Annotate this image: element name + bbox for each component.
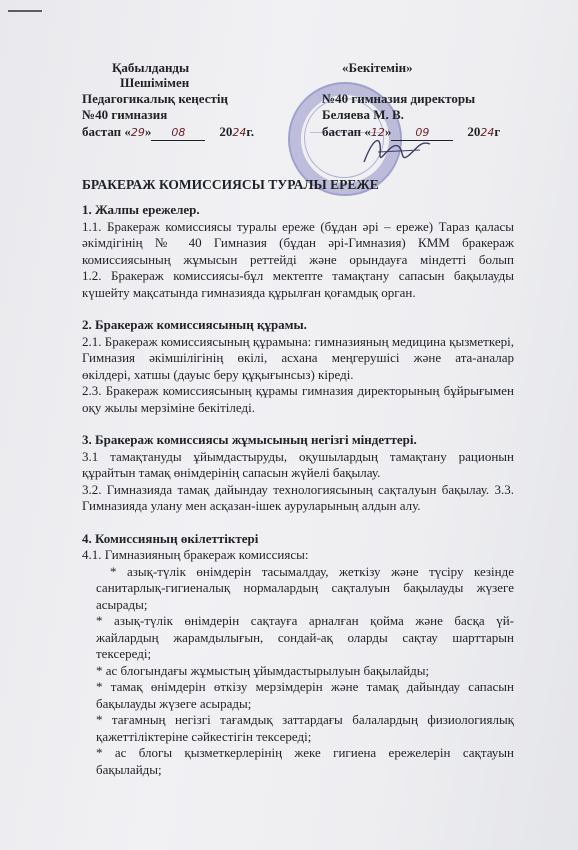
section-2-line: өкілдері, хатшы (дауыс беру құқығынсыз) кіреді. [82, 366, 354, 382]
section-4-intro: 4.1. Гимназияның бракераж комиссиясы: [82, 547, 309, 562]
section-4-line: санитарлық-гигиеналық нормалардың сақталуын бақылауды жүзеге [96, 580, 514, 595]
right-date: бастап «12» 09 2024г [322, 124, 501, 139]
corner-mark [8, 10, 42, 12]
document-body [82, 202, 514, 778]
section-4-line: тексереді; [96, 646, 152, 661]
section-4-heading: 4. Комиссияның өкілеттіктері [82, 530, 259, 546]
left-date: бастап «29» 08 2024г. [82, 124, 255, 139]
approval-header [0, 60, 578, 160]
section-4-line: * тамақ өнімдерін өткізу мерзімдерін және тамақ дайындау сапасын [96, 679, 514, 694]
section-1-heading: 1. Жалпы ережелер. [82, 202, 200, 217]
section-2-line: оқу жылы мерзіміне бекітіледі. [82, 399, 255, 415]
section-4-line: бақылайды; [96, 761, 162, 777]
section-1-line: комиссиясының жұмысын реттейді және орындауға міндетті болып [82, 251, 514, 267]
section-3-line: 3.2. Гимназияда тамақ дайындау технологиясының сақталуын бақылау. 3.3. [82, 481, 514, 497]
document-title: БРАКЕРАЖ КОМИССИЯСЫ ТУРАЛЫ ЕРЕЖЕ [82, 177, 379, 192]
section-3-line: Гимназияда улану мен асқазан-ішек ауруларының алдын алу. [82, 498, 421, 513]
section-4-line: асырады; [96, 596, 148, 612]
section-2-line: 2.1. Бракераж комиссиясының құрамына: гимназияның медицина қызметкері, [82, 333, 514, 349]
section-2-line: Гимназия әкімшілігінің өкілі, асхана меңгерушісі және ата-аналар [82, 350, 514, 365]
gymnasium-label: №40 гимназия [82, 107, 168, 122]
section-4-line: қажеттіліктеріне сәйкестігін тексереді; [96, 728, 312, 744]
section-4-line: жайлардың жарамдылығын, сондай-ақ оларды сақтау шарттарын [96, 629, 514, 645]
approve-label: «Бекітемін» [342, 60, 413, 75]
council-label: Педагогикалық кеңестің [82, 91, 228, 106]
decision-label: Шешімімен [120, 75, 190, 90]
section-3-line: құрайтын тамақ өнімдерінің сапасын жүйелі бақылау. [82, 465, 381, 480]
section-2-line: 2.3. Бракераж комиссиясының құрамы гимназия директорының бұйрығымен [82, 383, 514, 398]
accepted-label: Қабылданды [112, 60, 190, 75]
section-4-line: * ас блогы қызметкерлерінің жеке гигиена ережелерін сақтауын [96, 745, 514, 760]
section-4-line: * тағамның негізгі тағамдық заттардағы балалардың физиологиялық [96, 712, 514, 727]
section-4-line: * ас блогындағы жұмыстың ұйымдастырылуын бақылайды; [96, 662, 430, 678]
section-1-line: күшейту мақсатында гимназияда құрылған қоғамдық орган. [82, 284, 416, 300]
section-3-heading: 3. Бракераж комиссиясы жұмысының негізгі міндеттері. [82, 432, 417, 447]
director-label: №40 гимназия директоры [322, 91, 476, 106]
section-2-heading: 2. Бракераж комиссиясының құрамы. [82, 317, 307, 332]
section-3-line: 3.1 тамақтануды ұйымдастыруды, оқушылардың тамақтану рационын [82, 448, 514, 464]
director-name: Беляева М. В. [322, 107, 404, 122]
section-1-line: әкімдігінің № 40 Гимназия (бұдан әрі-Гимназия) КММ бракераж [82, 235, 514, 250]
section-4-line: бақылауды жүзеге асырады; [96, 695, 252, 711]
section-1-line: 1.2. Бракераж комиссиясы-бұл мектепте тамақтану сапасын бақылауды [82, 268, 514, 283]
section-1-line: 1.1. Бракераж комиссиясы туралы ереже (бұдан әрі – ереже) Тараз қаласы [82, 218, 514, 234]
director-signature [360, 132, 440, 172]
section-4-line: * азық-түлік өнімдерін сақтауға арналған қойма және басқа үй- [96, 613, 514, 628]
section-4-line: * азық-түлік өнімдерін тасымалдау, жеткізу және түсіру кезінде [110, 563, 514, 579]
